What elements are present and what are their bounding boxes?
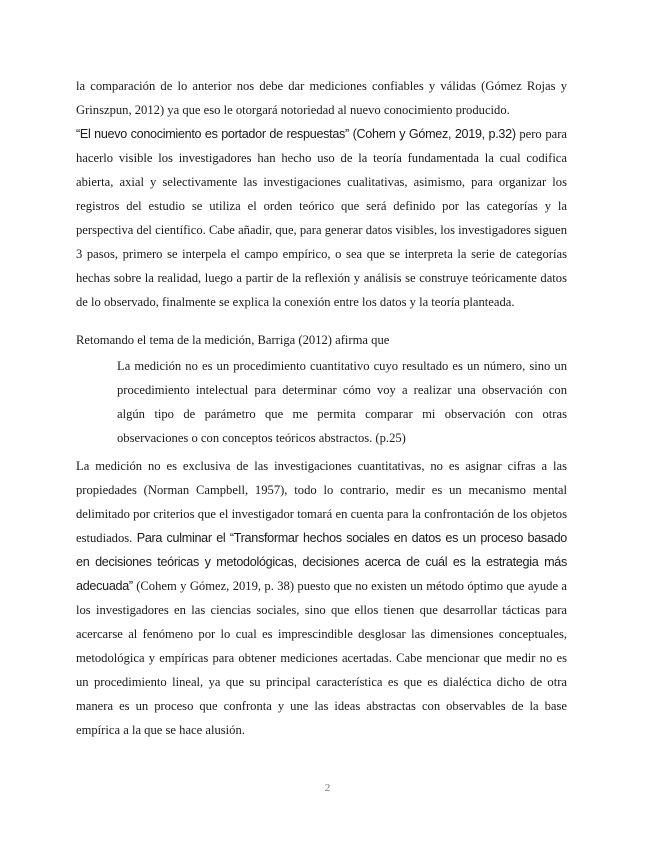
page-number: 2	[324, 782, 331, 794]
paragraph-4-end: (Cohem y Gómez, 2019, p. 38) puesto que no existen un método óptimo que ayude a los investigadores en las ciencias sociales, sino que ellos tienen que desarrollar tácticas para acercarse al fenómeno por lo cual es imprescindible desglosar las dimensiones conceptuales, metodológica y empíricas para obtener mediciones acertadas. Cabe mencionar que medir no es un procedimiento lineal, ya que su principal característica es que es dialéctica dicho de otra manera es un proceso que confronta y une las ideas abstractas con observables de la base empírica a la que se hace alusión.	[76, 579, 567, 737]
paragraph-3-text: Retomando el tema de la medición, Barriga (2012) afirma que	[76, 333, 390, 347]
paragraph-4-start: La medición no es exclusiva de las investigaciones cuantitativas, no es asignar cifras a las propiedades (Norman Campbell, 1957), todo lo contrario, medir es un mecanismo mental delimitado por criterios que el investigador tomará en cuenta para la confrontación de los objetos estudiados.	[76, 459, 567, 545]
paragraph-1-text: la comparación de lo anterior nos debe dar mediciones confiables y válidas (Gómez Rojas y Grinszpun, 2012) ya que eso le otorgará notoriedad al nuevo conocimiento producido.	[76, 79, 567, 117]
cited-quote-2: Para culminar el “Transformar hechos sociales en datos es un proceso basado en decisiones teóricas y metodológicas, decisiones acerca de cuál es la estrategia más adecuada”	[76, 531, 568, 593]
paragraph-3	[76, 328, 567, 352]
paragraph-4	[76, 454, 567, 742]
paragraph-1	[76, 74, 567, 122]
paragraph-2-text: pero para hacerlo visible los investigadores han hecho uso de la teoría fundamentada la cual codifica abierta, axial y selectivamente las investigaciones cualitativas, asimismo, para organizar los registros del estudio se utiliza el orden teórico que será definido por las categorías y la perspectiva del científico. Cabe añadir, que, para generar datos visibles, los investigadores siguen 3 pasos, primero se interpela el campo empírico, o sea que se interpreta la serie de categorías hechas sobre la realidad, luego a partir de la reflexión y análisis se construye teóricamente datos de lo observado, finalmente se explica la conexión entre los datos y la teoría planteada.	[76, 127, 567, 309]
cited-quote: “El nuevo conocimiento es portador de respuestas” (Cohem y Gómez, 2019, p.32)	[76, 127, 516, 141]
block-quote	[117, 354, 567, 450]
block-quote-text: La medición no es un procedimiento cuantitativo cuyo resultado es un número, sino un procedimiento intelectual para determinar cómo voy a realizar una observación con algún tipo de parámetro que me permita comparar mi observación con otras observaciones o con conceptos teóricos abstractos. (p.25)	[117, 359, 567, 445]
paragraph-2	[76, 122, 567, 314]
